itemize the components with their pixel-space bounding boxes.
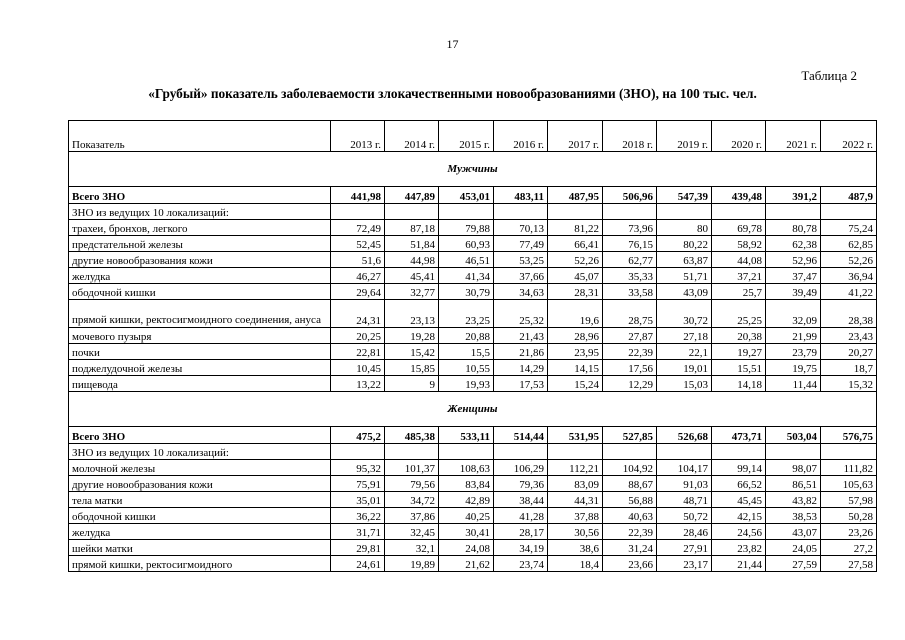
row-label: мочевого пузыря xyxy=(69,328,331,344)
row-label: ободочной кишки xyxy=(69,508,331,524)
cell-value: 45,07 xyxy=(548,268,603,284)
cell-value: 72,49 xyxy=(331,220,385,236)
header-year: 2018 г. xyxy=(603,121,657,152)
cell-value: 485,38 xyxy=(385,427,439,444)
cell-value: 483,11 xyxy=(494,187,548,204)
header-year: 2014 г. xyxy=(385,121,439,152)
cell-value: 514,44 xyxy=(494,427,548,444)
cell-value: 22,81 xyxy=(331,344,385,360)
cell-value: 447,89 xyxy=(385,187,439,204)
cell-value: 42,89 xyxy=(439,492,494,508)
cell-value: 56,88 xyxy=(603,492,657,508)
cell-value: 38,44 xyxy=(494,492,548,508)
cell-value: 37,47 xyxy=(766,268,821,284)
cell-value: 475,2 xyxy=(331,427,385,444)
cell-value: 27,18 xyxy=(657,328,712,344)
document-title: «Грубый» показатель заболеваемости злокачественными новообразованиями (ЗНО), на 100 тыс. чел. xyxy=(148,86,757,101)
cell-value: 34,72 xyxy=(385,492,439,508)
row-label: предстательной железы xyxy=(69,236,331,252)
cell-value: 51,6 xyxy=(331,252,385,268)
cell-value: 80 xyxy=(657,220,712,236)
cell-value: 34,19 xyxy=(494,540,548,556)
cell-value: 576,75 xyxy=(821,427,877,444)
empty-cell xyxy=(331,204,385,220)
empty-cell xyxy=(548,204,603,220)
cell-value: 37,21 xyxy=(712,268,766,284)
table-row xyxy=(69,556,877,572)
cell-value: 38,53 xyxy=(766,508,821,524)
cell-value: 30,41 xyxy=(439,524,494,540)
row-label: другие новообразования кожи xyxy=(69,252,331,268)
cell-value: 32,77 xyxy=(385,284,439,300)
cell-value: 19,93 xyxy=(439,376,494,392)
cell-value: 35,33 xyxy=(603,268,657,284)
section-row xyxy=(69,392,877,427)
cell-value: 19,6 xyxy=(548,300,603,328)
cell-value: 75,91 xyxy=(331,476,385,492)
empty-cell xyxy=(821,444,877,460)
table-row xyxy=(69,220,877,236)
cell-value: 15,42 xyxy=(385,344,439,360)
cell-value: 19,89 xyxy=(385,556,439,572)
cell-value: 29,64 xyxy=(331,284,385,300)
empty-cell xyxy=(766,204,821,220)
cell-value: 28,46 xyxy=(657,524,712,540)
cell-value: 14,29 xyxy=(494,360,548,376)
cell-value: 69,78 xyxy=(712,220,766,236)
cell-value: 111,82 xyxy=(821,460,877,476)
cell-value: 453,01 xyxy=(439,187,494,204)
table-row xyxy=(69,236,877,252)
cell-value: 112,21 xyxy=(548,460,603,476)
cell-value: 19,28 xyxy=(385,328,439,344)
cell-value: 87,18 xyxy=(385,220,439,236)
cell-value: 527,85 xyxy=(603,427,657,444)
cell-value: 15,32 xyxy=(821,376,877,392)
cell-value: 17,53 xyxy=(494,376,548,392)
row-label: желудка xyxy=(69,268,331,284)
cell-value: 31,24 xyxy=(603,540,657,556)
cell-value: 24,05 xyxy=(766,540,821,556)
cell-value: 35,01 xyxy=(331,492,385,508)
table-row xyxy=(69,492,877,508)
cell-value: 439,48 xyxy=(712,187,766,204)
cell-value: 46,51 xyxy=(439,252,494,268)
cell-value: 27,58 xyxy=(821,556,877,572)
cell-value: 52,45 xyxy=(331,236,385,252)
cell-value: 76,15 xyxy=(603,236,657,252)
cell-value: 50,72 xyxy=(657,508,712,524)
cell-value: 15,5 xyxy=(439,344,494,360)
cell-value: 28,75 xyxy=(603,300,657,328)
cell-value: 51,71 xyxy=(657,268,712,284)
cell-value: 13,22 xyxy=(331,376,385,392)
cell-value: 23,13 xyxy=(385,300,439,328)
table-row xyxy=(69,360,877,376)
header-year: 2013 г. xyxy=(331,121,385,152)
cell-value: 27,2 xyxy=(821,540,877,556)
row-label: молочной железы xyxy=(69,460,331,476)
cell-value: 19,01 xyxy=(657,360,712,376)
cell-value: 22,39 xyxy=(603,524,657,540)
table-row xyxy=(69,344,877,360)
cell-value: 28,38 xyxy=(821,300,877,328)
total-row xyxy=(69,427,877,444)
table-row xyxy=(69,376,877,392)
cell-value: 31,71 xyxy=(331,524,385,540)
cell-value: 44,98 xyxy=(385,252,439,268)
section-title: Мужчины xyxy=(69,152,877,187)
header-year: 2016 г. xyxy=(494,121,548,152)
cell-value: 37,66 xyxy=(494,268,548,284)
cell-value: 43,07 xyxy=(766,524,821,540)
cell-value: 23,79 xyxy=(766,344,821,360)
cell-value: 62,77 xyxy=(603,252,657,268)
cell-value: 63,87 xyxy=(657,252,712,268)
row-label: желудка xyxy=(69,524,331,540)
row-label: пищевода xyxy=(69,376,331,392)
table-header-row xyxy=(69,121,877,152)
cell-value: 533,11 xyxy=(439,427,494,444)
empty-cell xyxy=(385,204,439,220)
cell-value: 15,85 xyxy=(385,360,439,376)
row-label: прямой кишки, ректосигмоидного соединения, ануса xyxy=(69,300,331,328)
header-year: 2020 г. xyxy=(712,121,766,152)
cell-value: 95,32 xyxy=(331,460,385,476)
subheader-row xyxy=(69,204,877,220)
cell-value: 57,98 xyxy=(821,492,877,508)
cell-value: 22,1 xyxy=(657,344,712,360)
cell-value: 24,61 xyxy=(331,556,385,572)
cell-value: 83,84 xyxy=(439,476,494,492)
cell-value: 33,58 xyxy=(603,284,657,300)
cell-value: 24,31 xyxy=(331,300,385,328)
cell-value: 22,39 xyxy=(603,344,657,360)
cell-value: 38,6 xyxy=(548,540,603,556)
cell-value: 23,25 xyxy=(439,300,494,328)
header-year: 2017 г. xyxy=(548,121,603,152)
cell-value: 86,51 xyxy=(766,476,821,492)
cell-value: 77,49 xyxy=(494,236,548,252)
cell-value: 18,7 xyxy=(821,360,877,376)
cell-value: 80,78 xyxy=(766,220,821,236)
cell-value: 23,66 xyxy=(603,556,657,572)
empty-cell xyxy=(439,444,494,460)
cell-value: 66,41 xyxy=(548,236,603,252)
empty-cell xyxy=(657,444,712,460)
cell-value: 106,29 xyxy=(494,460,548,476)
empty-cell xyxy=(712,444,766,460)
row-label: ЗНО из ведущих 10 локализаций: xyxy=(69,204,331,220)
cell-value: 28,31 xyxy=(548,284,603,300)
cell-value: 37,86 xyxy=(385,508,439,524)
cell-value: 25,25 xyxy=(712,300,766,328)
cell-value: 51,84 xyxy=(385,236,439,252)
cell-value: 20,27 xyxy=(821,344,877,360)
cell-value: 11,44 xyxy=(766,376,821,392)
cell-value: 23,43 xyxy=(821,328,877,344)
cell-value: 48,71 xyxy=(657,492,712,508)
cell-value: 52,96 xyxy=(766,252,821,268)
cell-value: 36,22 xyxy=(331,508,385,524)
row-label: Всего ЗНО xyxy=(69,187,331,204)
empty-cell xyxy=(439,204,494,220)
cell-value: 52,26 xyxy=(821,252,877,268)
empty-cell xyxy=(603,204,657,220)
cell-value: 20,38 xyxy=(712,328,766,344)
empty-cell xyxy=(712,204,766,220)
empty-cell xyxy=(821,204,877,220)
cell-value: 34,63 xyxy=(494,284,548,300)
cell-value: 53,25 xyxy=(494,252,548,268)
cell-value: 21,44 xyxy=(712,556,766,572)
cell-value: 14,15 xyxy=(548,360,603,376)
cell-value: 25,7 xyxy=(712,284,766,300)
cell-value: 46,27 xyxy=(331,268,385,284)
cell-value: 20,25 xyxy=(331,328,385,344)
cell-value: 547,39 xyxy=(657,187,712,204)
cell-value: 36,94 xyxy=(821,268,877,284)
cell-value: 30,72 xyxy=(657,300,712,328)
cell-value: 101,37 xyxy=(385,460,439,476)
table-row xyxy=(69,300,877,328)
row-label: прямой кишки, ректосигмоидного xyxy=(69,556,331,572)
cell-value: 58,92 xyxy=(712,236,766,252)
cell-value: 15,51 xyxy=(712,360,766,376)
cell-value: 43,09 xyxy=(657,284,712,300)
cell-value: 37,88 xyxy=(548,508,603,524)
cell-value: 83,09 xyxy=(548,476,603,492)
cell-value: 79,56 xyxy=(385,476,439,492)
header-year: 2021 г. xyxy=(766,121,821,152)
header-year: 2019 г. xyxy=(657,121,712,152)
cell-value: 32,09 xyxy=(766,300,821,328)
section-title: Женщины xyxy=(69,392,877,427)
cell-value: 28,17 xyxy=(494,524,548,540)
cell-value: 21,86 xyxy=(494,344,548,360)
cell-value: 27,59 xyxy=(766,556,821,572)
cell-value: 79,88 xyxy=(439,220,494,236)
empty-cell xyxy=(657,204,712,220)
cell-value: 105,63 xyxy=(821,476,877,492)
cell-value: 23,26 xyxy=(821,524,877,540)
empty-cell xyxy=(494,204,548,220)
cell-value: 23,95 xyxy=(548,344,603,360)
cell-value: 42,15 xyxy=(712,508,766,524)
cell-value: 23,74 xyxy=(494,556,548,572)
row-label: тела матки xyxy=(69,492,331,508)
cell-value: 104,17 xyxy=(657,460,712,476)
header-year: 2015 г. xyxy=(439,121,494,152)
row-label: ЗНО из ведущих 10 локализаций: xyxy=(69,444,331,460)
cell-value: 75,24 xyxy=(821,220,877,236)
cell-value: 104,92 xyxy=(603,460,657,476)
table-row xyxy=(69,540,877,556)
cell-value: 487,95 xyxy=(548,187,603,204)
cell-value: 88,67 xyxy=(603,476,657,492)
cell-value: 27,87 xyxy=(603,328,657,344)
cell-value: 98,07 xyxy=(766,460,821,476)
cell-value: 25,32 xyxy=(494,300,548,328)
header-year: 2022 г. xyxy=(821,121,877,152)
cell-value: 40,25 xyxy=(439,508,494,524)
empty-cell xyxy=(385,444,439,460)
row-label: Всего ЗНО xyxy=(69,427,331,444)
table-row xyxy=(69,476,877,492)
cell-value: 80,22 xyxy=(657,236,712,252)
cell-value: 29,81 xyxy=(331,540,385,556)
cell-value: 23,17 xyxy=(657,556,712,572)
cell-value: 50,28 xyxy=(821,508,877,524)
cell-value: 24,08 xyxy=(439,540,494,556)
empty-cell xyxy=(494,444,548,460)
cell-value: 60,93 xyxy=(439,236,494,252)
cell-value: 27,91 xyxy=(657,540,712,556)
page-number: 17 xyxy=(446,37,459,51)
cell-value: 21,43 xyxy=(494,328,548,344)
cell-value: 52,26 xyxy=(548,252,603,268)
row-label: ободочной кишки xyxy=(69,284,331,300)
row-label: почки xyxy=(69,344,331,360)
cell-value: 23,82 xyxy=(712,540,766,556)
empty-cell xyxy=(331,444,385,460)
cell-value: 81,22 xyxy=(548,220,603,236)
cell-value: 20,88 xyxy=(439,328,494,344)
cell-value: 39,49 xyxy=(766,284,821,300)
cell-value: 17,56 xyxy=(603,360,657,376)
table-row xyxy=(69,508,877,524)
empty-cell xyxy=(766,444,821,460)
cell-value: 15,03 xyxy=(657,376,712,392)
cell-value: 79,36 xyxy=(494,476,548,492)
row-label: шейки матки xyxy=(69,540,331,556)
section-row xyxy=(69,152,877,187)
cell-value: 441,98 xyxy=(331,187,385,204)
total-row xyxy=(69,187,877,204)
cell-value: 41,28 xyxy=(494,508,548,524)
cell-value: 30,56 xyxy=(548,524,603,540)
cell-value: 391,2 xyxy=(766,187,821,204)
cell-value: 62,85 xyxy=(821,236,877,252)
cell-value: 32,1 xyxy=(385,540,439,556)
table-row xyxy=(69,252,877,268)
cell-value: 28,96 xyxy=(548,328,603,344)
subheader-row xyxy=(69,444,877,460)
cell-value: 21,99 xyxy=(766,328,821,344)
table-row xyxy=(69,460,877,476)
cell-value: 503,04 xyxy=(766,427,821,444)
cell-value: 21,62 xyxy=(439,556,494,572)
cell-value: 73,96 xyxy=(603,220,657,236)
cell-value: 99,14 xyxy=(712,460,766,476)
table-row xyxy=(69,268,877,284)
cell-value: 91,03 xyxy=(657,476,712,492)
cell-value: 473,71 xyxy=(712,427,766,444)
cell-value: 40,63 xyxy=(603,508,657,524)
cell-value: 531,95 xyxy=(548,427,603,444)
cell-value: 18,4 xyxy=(548,556,603,572)
cell-value: 487,9 xyxy=(821,187,877,204)
cell-value: 66,52 xyxy=(712,476,766,492)
row-label: поджелудочной железы xyxy=(69,360,331,376)
cell-value: 10,55 xyxy=(439,360,494,376)
cell-value: 62,38 xyxy=(766,236,821,252)
cell-value: 30,79 xyxy=(439,284,494,300)
cell-value: 15,24 xyxy=(548,376,603,392)
cell-value: 108,63 xyxy=(439,460,494,476)
cell-value: 43,82 xyxy=(766,492,821,508)
cell-value: 10,45 xyxy=(331,360,385,376)
cell-value: 70,13 xyxy=(494,220,548,236)
table-row xyxy=(69,524,877,540)
cell-value: 32,45 xyxy=(385,524,439,540)
cell-value: 41,22 xyxy=(821,284,877,300)
cell-value: 12,29 xyxy=(603,376,657,392)
table-label: Таблица 2 xyxy=(801,68,857,83)
cell-value: 45,45 xyxy=(712,492,766,508)
header-indicator: Показатель xyxy=(69,121,331,152)
table-row xyxy=(69,284,877,300)
cell-value: 41,34 xyxy=(439,268,494,284)
empty-cell xyxy=(603,444,657,460)
cell-value: 526,68 xyxy=(657,427,712,444)
cell-value: 24,56 xyxy=(712,524,766,540)
cell-value: 19,75 xyxy=(766,360,821,376)
cell-value: 506,96 xyxy=(603,187,657,204)
cell-value: 14,18 xyxy=(712,376,766,392)
incidence-table xyxy=(68,120,877,572)
cell-value: 19,27 xyxy=(712,344,766,360)
empty-cell xyxy=(548,444,603,460)
cell-value: 45,41 xyxy=(385,268,439,284)
row-label: другие новообразования кожи xyxy=(69,476,331,492)
cell-value: 44,08 xyxy=(712,252,766,268)
cell-value: 44,31 xyxy=(548,492,603,508)
cell-value: 9 xyxy=(385,376,439,392)
row-label: трахеи, бронхов, легкого xyxy=(69,220,331,236)
table-row xyxy=(69,328,877,344)
